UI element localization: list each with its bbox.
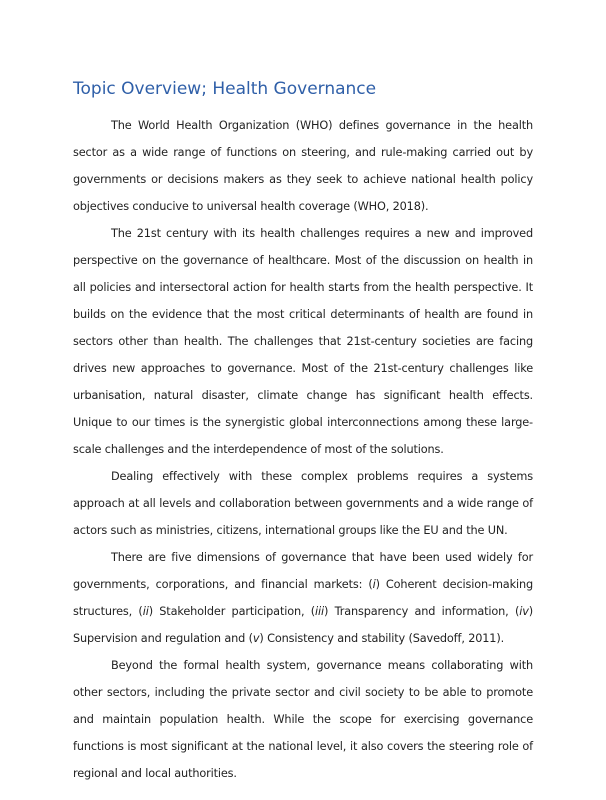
dimension-4: ) Supervision and regulation and ( [73, 605, 534, 645]
paragraph-who-definition: The World Health Organization (WHO) defines governance in the health sector as a wide range of functions on steering, and rule-making carried out by governments or decisions makers as they seek to achieve national health policy objectives conducive to universal health coverage (WHO, 2018). [73, 119, 533, 213]
dimension-2: ) Stakeholder participation, ( [148, 605, 316, 618]
dimension-5: ) Consistency and stability (Savedoff, 2011). [259, 632, 505, 645]
numeral-iii: iii [315, 605, 325, 618]
dimension-1: ) Coherent decision-making structures, ( [73, 578, 533, 618]
numeral-v: v [252, 632, 260, 645]
dimensions-intro: There are five dimensions of governance that have been used widely for governments, corporations, and financial markets: ( [73, 551, 533, 591]
paragraph-systems-approach: Dealing effectively with these complex problems requires a systems approach at all levels and collaboration between governments and a wide range of actors such as ministries, citizens, international groups like the EU and the UN. [73, 470, 533, 537]
numeral-ii: ii [142, 605, 149, 618]
numeral-i: i [372, 578, 376, 591]
dimension-3: ) Transparency and information, ( [324, 605, 520, 618]
document-body [73, 112, 533, 787]
paragraph-21st-century: The 21st century with its health challenges requires a new and improved perspective on the governance of healthcare. Most of the discussion on health in all policies and intersectoral action for health starts from the health perspective. It builds on the evidence that the most critical determinants of health are found in sectors other than health. The challenges that 21st-century societies are facing drives new approaches to governance. Most of the 21st-century challenges like urbanisation, natural disaster, climate change has significant health effects. Unique to our times is the synergistic global interconnections among these large-scale challenges and the interdependence of most of the solutions. [73, 227, 533, 456]
section-heading: Topic Overview; Health Governance [73, 79, 377, 99]
numeral-iv: iv [519, 605, 529, 618]
paragraph-beyond-health-system: Beyond the formal health system, governance means collaborating with other sectors, including the private sector and civil society to be able to promote and maintain population health. While the scope for exercising governance functions is most significant at the national level, it also covers the steering role of regional and local authorities. [73, 659, 533, 780]
paragraph-five-dimensions [73, 544, 533, 652]
